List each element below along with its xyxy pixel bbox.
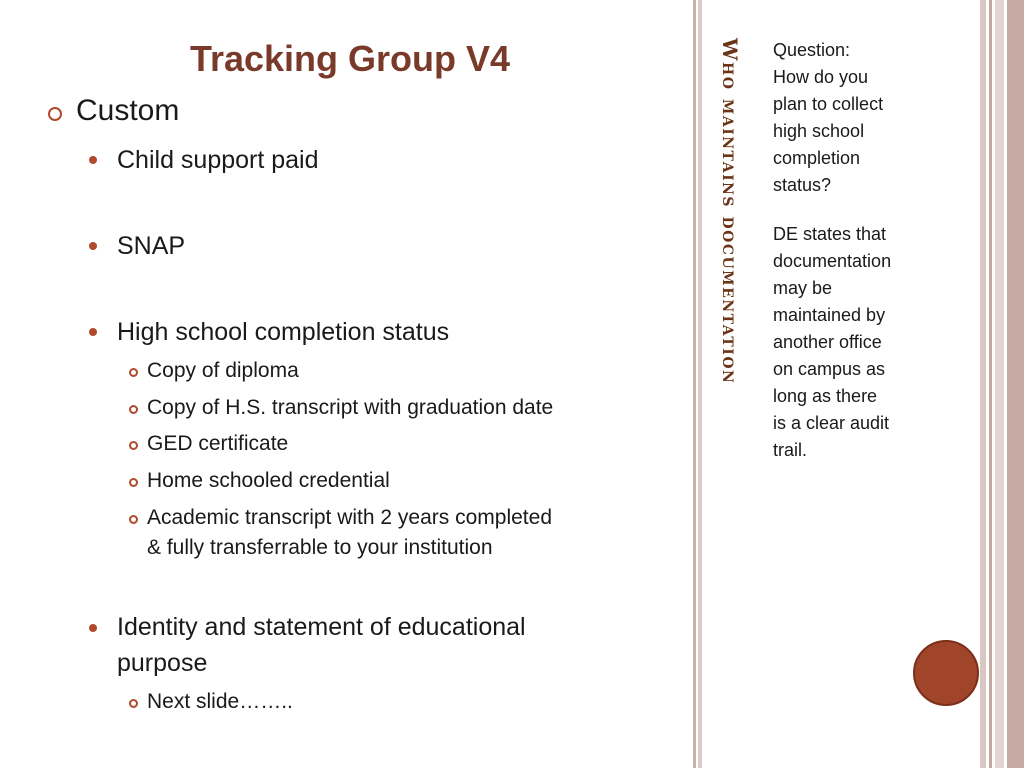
ring-bullet-icon bbox=[48, 107, 62, 121]
edge-stripe bbox=[995, 0, 1004, 768]
divider-stripe bbox=[693, 0, 696, 768]
note-line: long as there bbox=[773, 386, 878, 406]
sub-bullet-item: GED certificate bbox=[147, 432, 289, 455]
note-line: status? bbox=[773, 175, 832, 195]
sub-bullet-item-continued: & fully transferrable to your institution bbox=[147, 536, 493, 559]
sub-bullet-item: Copy of diploma bbox=[147, 359, 299, 382]
question-note bbox=[773, 37, 933, 199]
edge-stripe bbox=[989, 0, 992, 768]
dot-bullet-icon bbox=[89, 328, 97, 336]
ring-bullet-icon bbox=[129, 478, 138, 487]
note-line: completion bbox=[773, 148, 861, 168]
divider-stripe bbox=[698, 0, 702, 768]
ring-bullet-icon bbox=[129, 368, 138, 377]
answer-note bbox=[773, 221, 933, 464]
dot-bullet-icon bbox=[89, 624, 97, 632]
edge-stripe bbox=[1007, 0, 1024, 768]
dot-bullet-icon bbox=[89, 156, 97, 164]
side-title: Who maintains documentation bbox=[718, 38, 742, 385]
ring-bullet-icon bbox=[129, 515, 138, 524]
bullet-item-continued: purpose bbox=[117, 649, 208, 677]
note-line: another office bbox=[773, 332, 882, 352]
sub-bullet-item: Next slide…….. bbox=[147, 690, 293, 713]
edge-stripe bbox=[980, 0, 986, 768]
bullet-item: SNAP bbox=[117, 232, 186, 260]
note-line: How do you bbox=[773, 67, 869, 87]
slide-title: Tracking Group V4 bbox=[189, 38, 511, 79]
decorative-circle bbox=[913, 640, 979, 706]
bullet-item: Identity and statement of educational bbox=[117, 613, 526, 641]
ring-bullet-icon bbox=[129, 699, 138, 708]
note-line: DE states that bbox=[773, 224, 887, 244]
note-line: high school bbox=[773, 121, 865, 141]
bullet-item: High school completion status bbox=[117, 318, 450, 346]
note-line: maintained by bbox=[773, 305, 886, 325]
sub-bullet-item: Home schooled credential bbox=[147, 469, 390, 492]
note-line: documentation bbox=[773, 251, 892, 271]
sub-bullet-item: Copy of H.S. transcript with graduation date bbox=[147, 396, 554, 419]
ring-bullet-icon bbox=[129, 441, 138, 450]
note-line: is a clear audit bbox=[773, 413, 890, 433]
dot-bullet-icon bbox=[89, 242, 97, 250]
bullet-item: Child support paid bbox=[117, 146, 319, 174]
note-line: may be bbox=[773, 278, 833, 298]
note-line: Question: bbox=[773, 40, 851, 60]
note-line: trail. bbox=[773, 440, 808, 460]
ring-bullet-icon bbox=[129, 405, 138, 414]
note-line: on campus as bbox=[773, 359, 886, 379]
note-line: plan to collect bbox=[773, 94, 884, 114]
sub-bullet-item: Academic transcript with 2 years completed bbox=[147, 506, 552, 529]
bullet-level1: Custom bbox=[76, 94, 180, 127]
